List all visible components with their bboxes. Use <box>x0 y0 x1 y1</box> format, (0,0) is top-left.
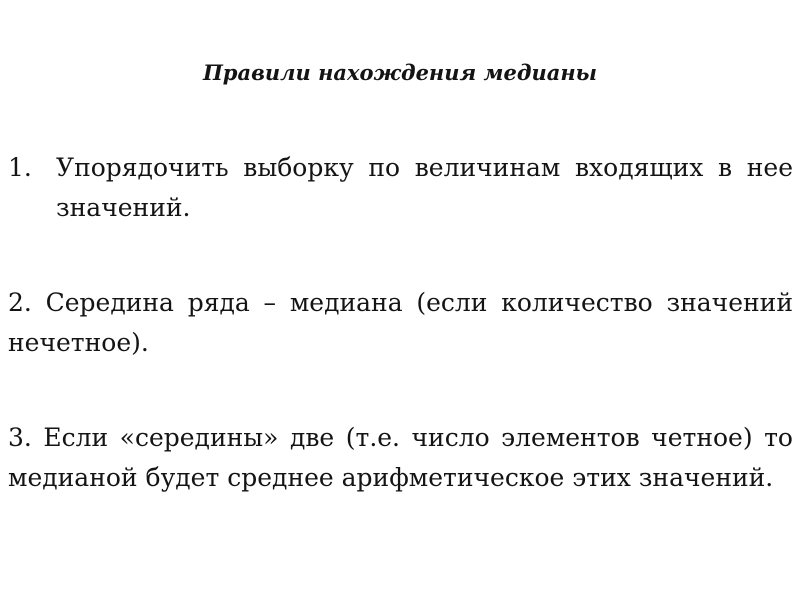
rule-item-1 <box>8 148 793 228</box>
rule-item-3-text: 3. Если «середины» две (т.е. число элементов четное) то медианой будет среднее арифметическое этих значений. <box>8 423 793 492</box>
rule-item-2-text: 2. Середина ряда – медиана (если количество значений нечетное). <box>8 288 793 357</box>
rule-item-1-number: 1. <box>8 153 32 182</box>
page-title: Правили нахождения медианы <box>202 60 598 85</box>
rule-item-1-text: Упорядочить выборку по величинам входящих в нее значений. <box>56 153 793 222</box>
